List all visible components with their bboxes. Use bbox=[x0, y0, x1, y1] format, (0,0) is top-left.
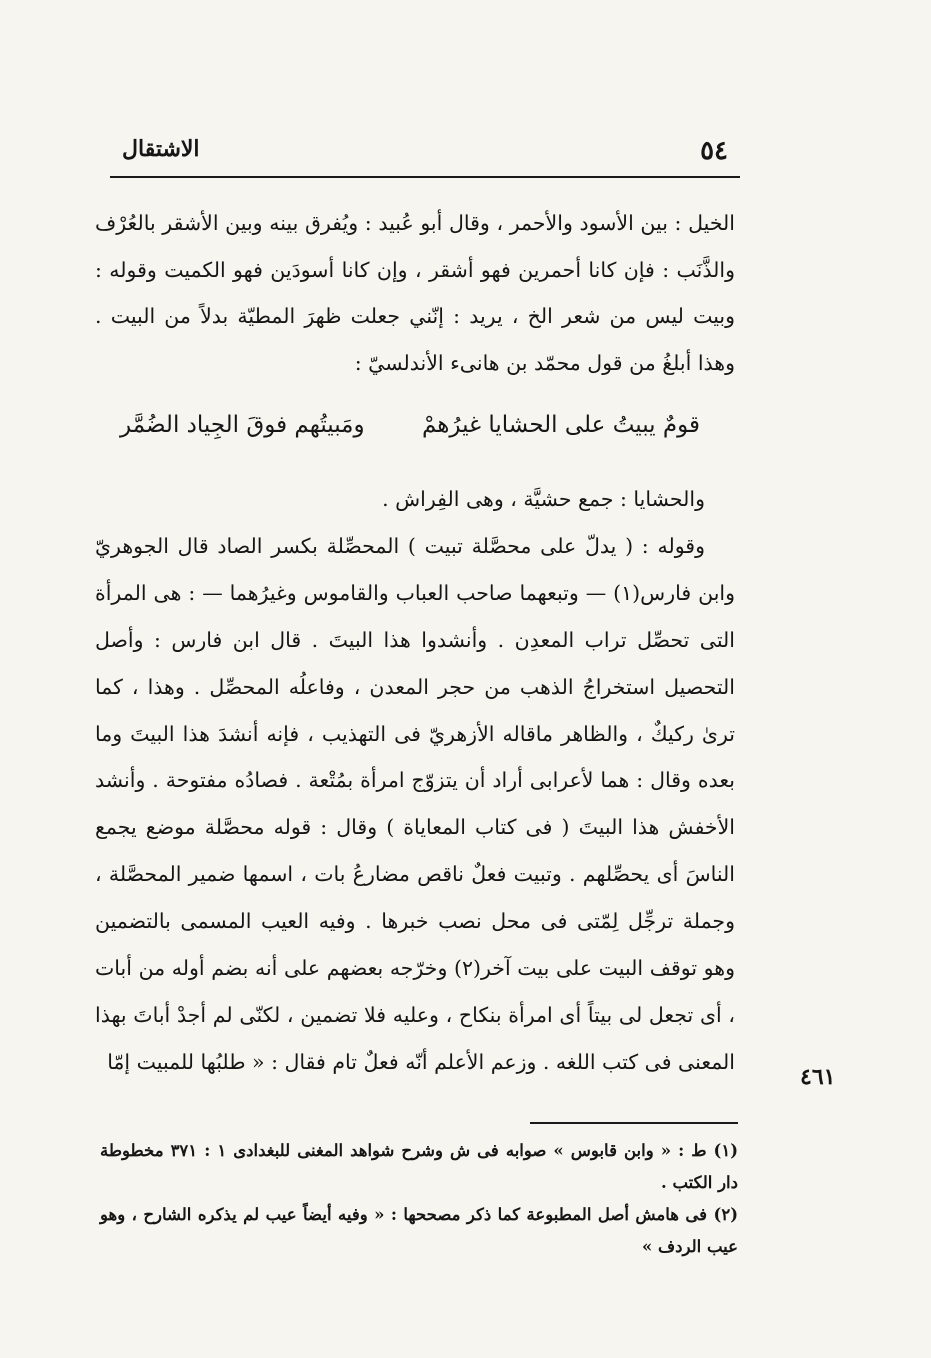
running-title: الاشتقال bbox=[122, 136, 200, 162]
verse-hemistich-1: قومٌ يبيتُ على الحشايا غيرُهمْ bbox=[421, 412, 700, 438]
paragraph-1: الخيل : بين الأسود والأحمر ، وقال أبو عُبيد : ويُفرق بينه وبين الأشقر بالعُرْف والذَّنَب : فإن كانا أحمرين فهو أشقر ، وإن كانا أسودَين فهو الكميت وقوله : وبيت ليس من شعر الخ ، يريد : إنّني جعلت ظهرَ المطيّة بدلاً من البيت . وهذا أبلغُ من قول محمّد بن هانىء الأندلسيّ : bbox=[95, 211, 735, 376]
header-rule bbox=[110, 176, 740, 178]
main-text-top bbox=[95, 200, 735, 387]
footnotes bbox=[100, 1135, 738, 1263]
paragraph-3: وقوله : ( يدلّ على محصَّلة تبيت ) المحصِّلة بكسر الصاد قال الجوهريّ وابن فارس(١) — وتبعهما صاحب العباب والقاموس وغيرُهما — : هى المرأة التى تحصِّل تراب المعدِن . وأنشدوا هذا البيتَ . قال ابن فارس : وأصل التحصيل استخراجُ الذهب من حجر المعدن ، وفاعلُه المحصِّل . وهذا ، كما ترىٰ ركيكٌ ، والظاهر ماقاله الأزهريّ فى التهذيب ، فإنه أنشدَ هذا البيتَ وما بعده وقال : هما لأعرابى أراد أن يتزوّج امرأة بمُتْعة . فصادُه مفتوحة . وأنشد الأخفش هذا البيتَ ( فى كتاب المعاياة ) وقال : قوله محصَّلة موضع يجمع الناسَ أى يحصِّلهم . وتبيت فعلٌ ناقص مضارعُ بات ، اسمها ضمير المحصَّلة ، وجملة ترجِّل لِمّتى فى محل نصب خبرها . وفيه العيب المسمى بالتضمين وهو توقف البيت على بيت آخر(٢) وخرّجه بعضهم على أنه بضم أوله من أبات ، أى تجعل لى بيتاً أى امرأة بنكاح ، وعليه فلا تضمين ، لكنّى لم أجدْ أباتَ بهذا المعنى فى كتب اللغه . وزعم الأعلم أنّه فعلٌ تام فقال : « طلبُها للمبيت إمّا bbox=[95, 533, 735, 1074]
footnote-rule bbox=[530, 1122, 738, 1124]
footnote-1: (١) ط : « وابن قابوس » صوابه فى ش وشرح شواهد المغنى للبغدادى ١ : ٣٧١ مخطوطة دار الكتب . bbox=[100, 1141, 738, 1192]
page-number: ٥٤ bbox=[700, 136, 728, 166]
footnote-2: (٢) فى هامش أصل المطبوعة كما ذكر مصححها : « وفيه أيضاً عيب لم يذكره الشارح ، وهو عيب الردف » bbox=[100, 1205, 738, 1256]
verse-hemistich-2: ومَبيتُهم فوقَ الجِياد الضُمَّر bbox=[120, 412, 365, 438]
margin-number: ٤٦١ bbox=[800, 1064, 836, 1090]
page-header bbox=[110, 132, 740, 172]
poem-verse bbox=[120, 404, 710, 454]
main-text-bottom bbox=[95, 476, 735, 1086]
paragraph-2: والحشايا : جمع حشيَّة ، وهى الفِراش . bbox=[382, 487, 705, 511]
